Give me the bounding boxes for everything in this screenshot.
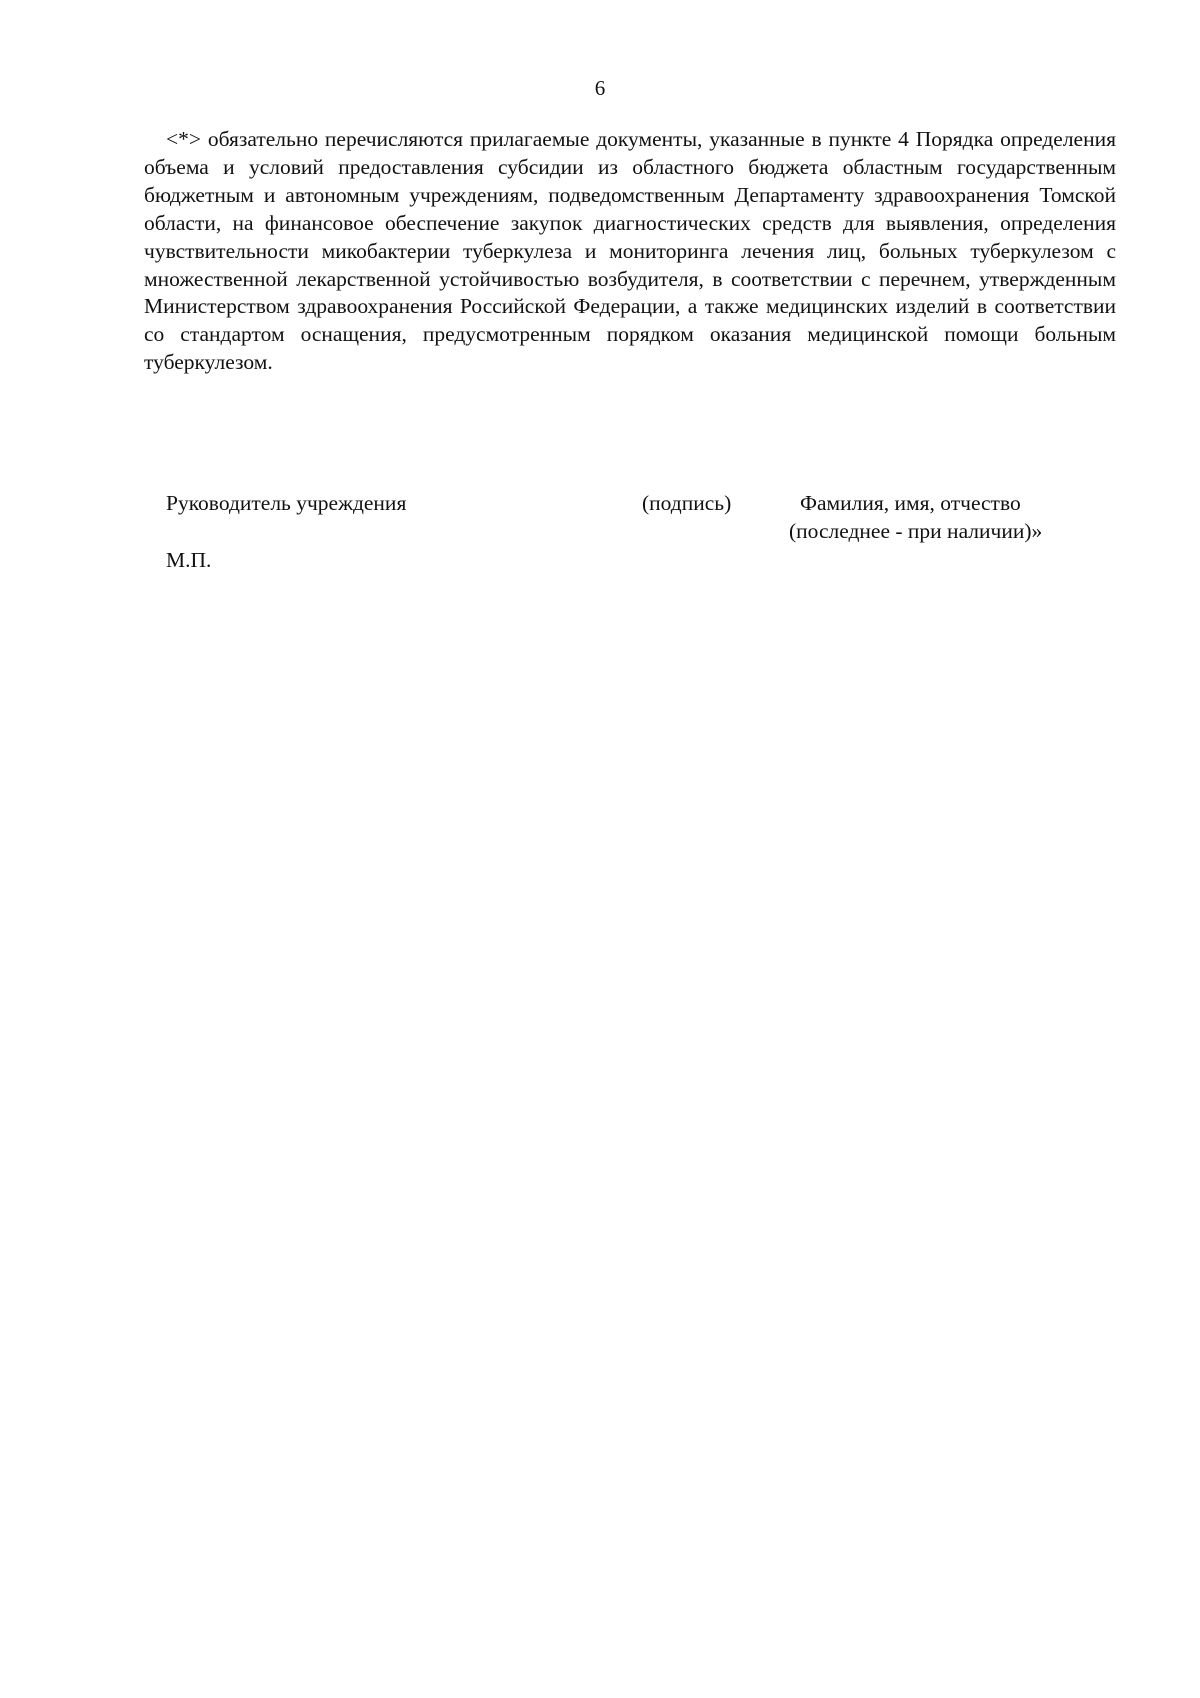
- signatory-role: Руководитель учреждения: [166, 491, 407, 515]
- stamp-placeholder: М.П.: [166, 548, 212, 572]
- footnote-paragraph: <*> обязательно перечисляются прилагаемые документы, указанные в пункте 4 Порядка определения объема и условий предоставления субсидии из областного бюджета областным государственным бюджетным и автономным учреждениям, подведомственным Департаменту здравоохранения Томской области, на финансовое обеспечение закупок диагностических средств для выявления, определения чувствительности микобактерии туберкулеза и мониторинга лечения лиц, больных туберкулезом с множественной лекарственной устойчивостью возбудителя, в соответствии с перечнем, утвержденным Министерством здравоохранения Российской Федерации, а также медицинских изделий в соответствии со стандартом оснащения, предусмотренным порядком оказания медицинской помощи больным туберкулезом.: [144, 127, 1116, 375]
- signature-block: [0, 489, 1200, 549]
- full-name-note: (последнее - при наличии)»: [789, 519, 1043, 543]
- page-number: 6: [594, 76, 606, 100]
- full-name-label: Фамилия, имя, отчество: [800, 491, 1021, 515]
- signature-label: (подпись): [642, 491, 732, 515]
